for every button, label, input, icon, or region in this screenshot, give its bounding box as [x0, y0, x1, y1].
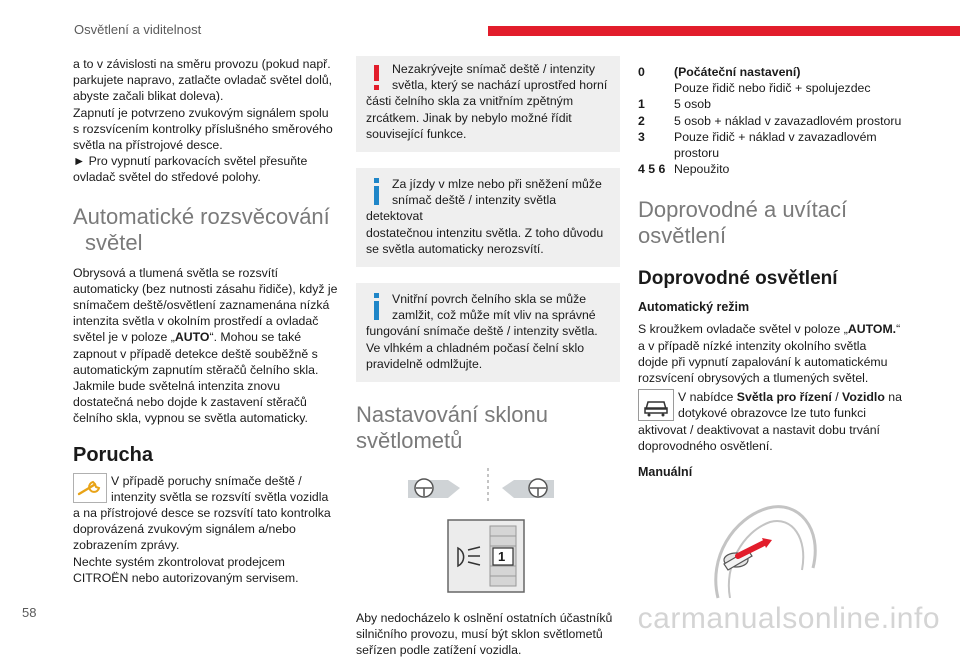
- text-line: světla na přístrojové desce.: [73, 138, 223, 153]
- text-line: intenzity světla se rozsvítí světla vozidla: [111, 489, 329, 504]
- text-line: aktivovat / deaktivovat a nastavit dobu trvání: [638, 422, 880, 437]
- fault-heading: Porucha: [73, 443, 154, 466]
- text-line: zamlžit, což může mít vliv na správné: [392, 308, 596, 323]
- text-fragment: “: [896, 322, 901, 337]
- heading-line: Doprovodné a uvítací: [638, 197, 848, 223]
- fault-section: [73, 473, 341, 586]
- table-value: 5 osob + náklad v zavazadlovém prostoru: [674, 113, 902, 128]
- heading-line: Automatické rozsvěcování: [73, 203, 330, 229]
- text-fragment: /: [831, 390, 843, 405]
- auto-lights-heading: [73, 204, 341, 256]
- text-line: [638, 321, 902, 337]
- table-row: [638, 129, 902, 161]
- text-line: Ve vlhkém a chladném počasí čelní sklo: [366, 340, 585, 355]
- table-key: 0: [638, 65, 645, 79]
- auto-mode-text: [638, 321, 902, 386]
- text-line: a na přístrojové desce se rozsvítí tato kontrolka: [73, 506, 331, 521]
- text-line: ► Pro vypnutí parkovacích světel přesuňte: [73, 154, 308, 169]
- text-line: dojde při vypnutí zapalování k automatickému: [638, 354, 888, 369]
- text-line: Nezakrývejte snímač deště / intenzity: [392, 62, 595, 76]
- text-line: s rozsvícením kontrolky příslušného směrového: [73, 121, 333, 136]
- auto-keyword: AUTO: [174, 330, 210, 345]
- text-fragment: na: [884, 390, 902, 405]
- table-key: 3: [638, 129, 645, 144]
- exclamation-warning-icon: [366, 61, 388, 93]
- intro-text: [73, 56, 341, 186]
- column-right: [638, 64, 902, 608]
- menu-item-driving-lights: Světla pro řízení: [736, 390, 832, 405]
- column-middle: [356, 56, 620, 659]
- header-title: Osvětlení a viditelnost: [74, 22, 202, 37]
- text-line: doprovázená zvukovým signálem a/nebo: [73, 522, 296, 537]
- text-line: snímač deště / intenzity světla detektovat: [366, 193, 557, 224]
- text-line: Jakmile bude světelná intenzita znovu: [73, 379, 281, 394]
- table-value-line: prostoru: [674, 146, 720, 161]
- info-box-fog: [356, 168, 620, 267]
- text-line: snímačem deště/osvětlení zaznamenána nízká: [73, 298, 330, 313]
- header-accent-bar: [488, 26, 960, 36]
- text-line: intenzita světla v okolním prostředí a ovladač: [73, 314, 319, 329]
- text-line: rozsvícení obrysových a tlumených světel.: [638, 371, 869, 386]
- text-fragment: světel je v poloze „: [73, 330, 175, 345]
- text-line: [638, 389, 902, 405]
- text-line: Obrysová a tlumená světla se rozsvítí: [73, 265, 279, 280]
- text-line: automatickým zapnutím stěračů čelního skla.: [73, 362, 319, 377]
- info-icon: [366, 176, 388, 208]
- manual-heading: Manuální: [638, 465, 693, 480]
- info-box-fogging: [356, 283, 620, 382]
- manual-illustration: [638, 488, 902, 608]
- guide-lighting-heading: Doprovodné osvětlení: [638, 268, 838, 290]
- text-line: abyste začali blikat doleva).: [73, 89, 224, 104]
- menu-item-vehicle: Vozidlo: [842, 390, 885, 405]
- text-line: zobrazením zprávy.: [73, 538, 180, 553]
- text-line: a to v závislosti na směru provozu (pokud např.: [73, 57, 331, 71]
- table-key: 1: [638, 97, 645, 112]
- text-line: parkujete napravo, zatlačte ovladač světel dolů,: [73, 73, 333, 88]
- text-line: související funkce.: [366, 126, 467, 141]
- text-line: dotykové obrazovce lze tuto funkci: [678, 406, 866, 421]
- table-value-line: (Počáteční nastavení): [674, 65, 801, 79]
- welcome-lighting-heading: [638, 197, 902, 249]
- headlamp-tilt-illustration: [356, 468, 620, 596]
- text-line: V případě poruchy snímače deště /: [111, 473, 302, 488]
- heading-line: světel: [85, 229, 143, 255]
- text-line: seřízen podle zatížení vozidla.: [356, 643, 522, 658]
- auto-mode-heading: Automatický režim: [638, 300, 750, 315]
- column-left: [73, 56, 341, 586]
- text-line: světla, který se nachází uprostřed horní: [392, 78, 608, 93]
- text-line: Aby nedocházelo k oslnění ostatních účastníků: [356, 611, 613, 626]
- table-value-line: Pouze řidič nebo řidič + spolujezdec: [674, 81, 871, 96]
- warning-box: [356, 56, 620, 152]
- text-line: Vnitřní povrch čelního skla se může: [392, 292, 587, 307]
- text-line: se světla automaticky nerozsvítí.: [366, 241, 544, 256]
- text-line: [73, 329, 341, 345]
- text-line: čelního skla, vypnou se světla automaticky.: [73, 411, 308, 426]
- text-line: Zapnutí je potvrzeno zvukovým signálem spolu: [73, 105, 329, 120]
- text-line: dostatečnou intenzitu světla. Z toho důvodu: [366, 225, 604, 240]
- text-line: pravidelně odmlžujte.: [366, 356, 483, 371]
- text-line: dostatečná nebo dojde k zastavení stěračů: [73, 395, 307, 410]
- table-row: [638, 64, 902, 96]
- headlamp-tilt-heading: [356, 402, 620, 454]
- table-row: [638, 113, 902, 129]
- heading-line: světlometů: [356, 428, 463, 454]
- table-value: 5 osob: [674, 97, 711, 112]
- light-stalk-illustration: [638, 488, 898, 608]
- wrench-warning-icon: [73, 473, 107, 503]
- text-line: ovladač světel do středové polohy.: [73, 170, 261, 185]
- table-value-line: Pouze řidič + náklad v zavazadlovém: [674, 129, 877, 144]
- text-line: CITROËN nebo autorizovaným servisem.: [73, 570, 299, 585]
- heading-line: osvětlení: [638, 223, 727, 249]
- text-line: Nechte systém zkontrolovat prodejcem: [73, 554, 285, 569]
- table-row: [638, 96, 902, 112]
- info-icon: [366, 291, 388, 323]
- text-line: a v případě nízké intenzity okolního světla: [638, 338, 867, 353]
- text-line: části čelního skla za vnitřním zpětným: [366, 94, 574, 109]
- tilt-position-table: [638, 64, 902, 177]
- steering-wheel-icons: [356, 468, 620, 596]
- menu-instruction: [638, 389, 902, 454]
- text-line: automaticky (bez nutnosti zásahu řidiče), když je: [73, 281, 338, 296]
- text-line: fungování snímače deště / intenzity světla.: [366, 324, 598, 339]
- text-line: Za jízdy v mlze nebo při sněžení může: [392, 177, 602, 192]
- text-line: zrcátkem. Jinak by nebylo možné řídit: [366, 110, 572, 125]
- auto-lights-text: [73, 265, 341, 427]
- autom-keyword: AUTOM.: [847, 322, 897, 337]
- text-fragment: V nabídce: [678, 390, 737, 405]
- table-value: Nepoužito: [674, 162, 730, 177]
- table-row: [638, 161, 902, 177]
- tilt-dial-value: 1: [498, 549, 506, 565]
- car-menu-icon: [638, 389, 674, 421]
- headlamp-tilt-text: [356, 610, 620, 659]
- table-key: 2: [638, 113, 645, 128]
- table-value: [674, 64, 902, 96]
- table-key: 4 5 6: [638, 162, 666, 177]
- page-number: 58: [22, 605, 37, 620]
- text-line: zapnout v případě detekce deště souběžně s: [73, 346, 318, 361]
- watermark: carmanualsonline.info: [637, 602, 940, 635]
- text-line: doprovodného osvětlení.: [638, 438, 773, 453]
- text-fragment: “. Mohou se také: [209, 330, 302, 345]
- text-fragment: S kroužkem ovladače světel v poloze „: [638, 322, 848, 337]
- heading-line: Nastavování sklonu: [356, 402, 548, 428]
- text-line: silničního provozu, musí být sklon světlometů: [356, 627, 603, 642]
- table-value: [674, 129, 902, 161]
